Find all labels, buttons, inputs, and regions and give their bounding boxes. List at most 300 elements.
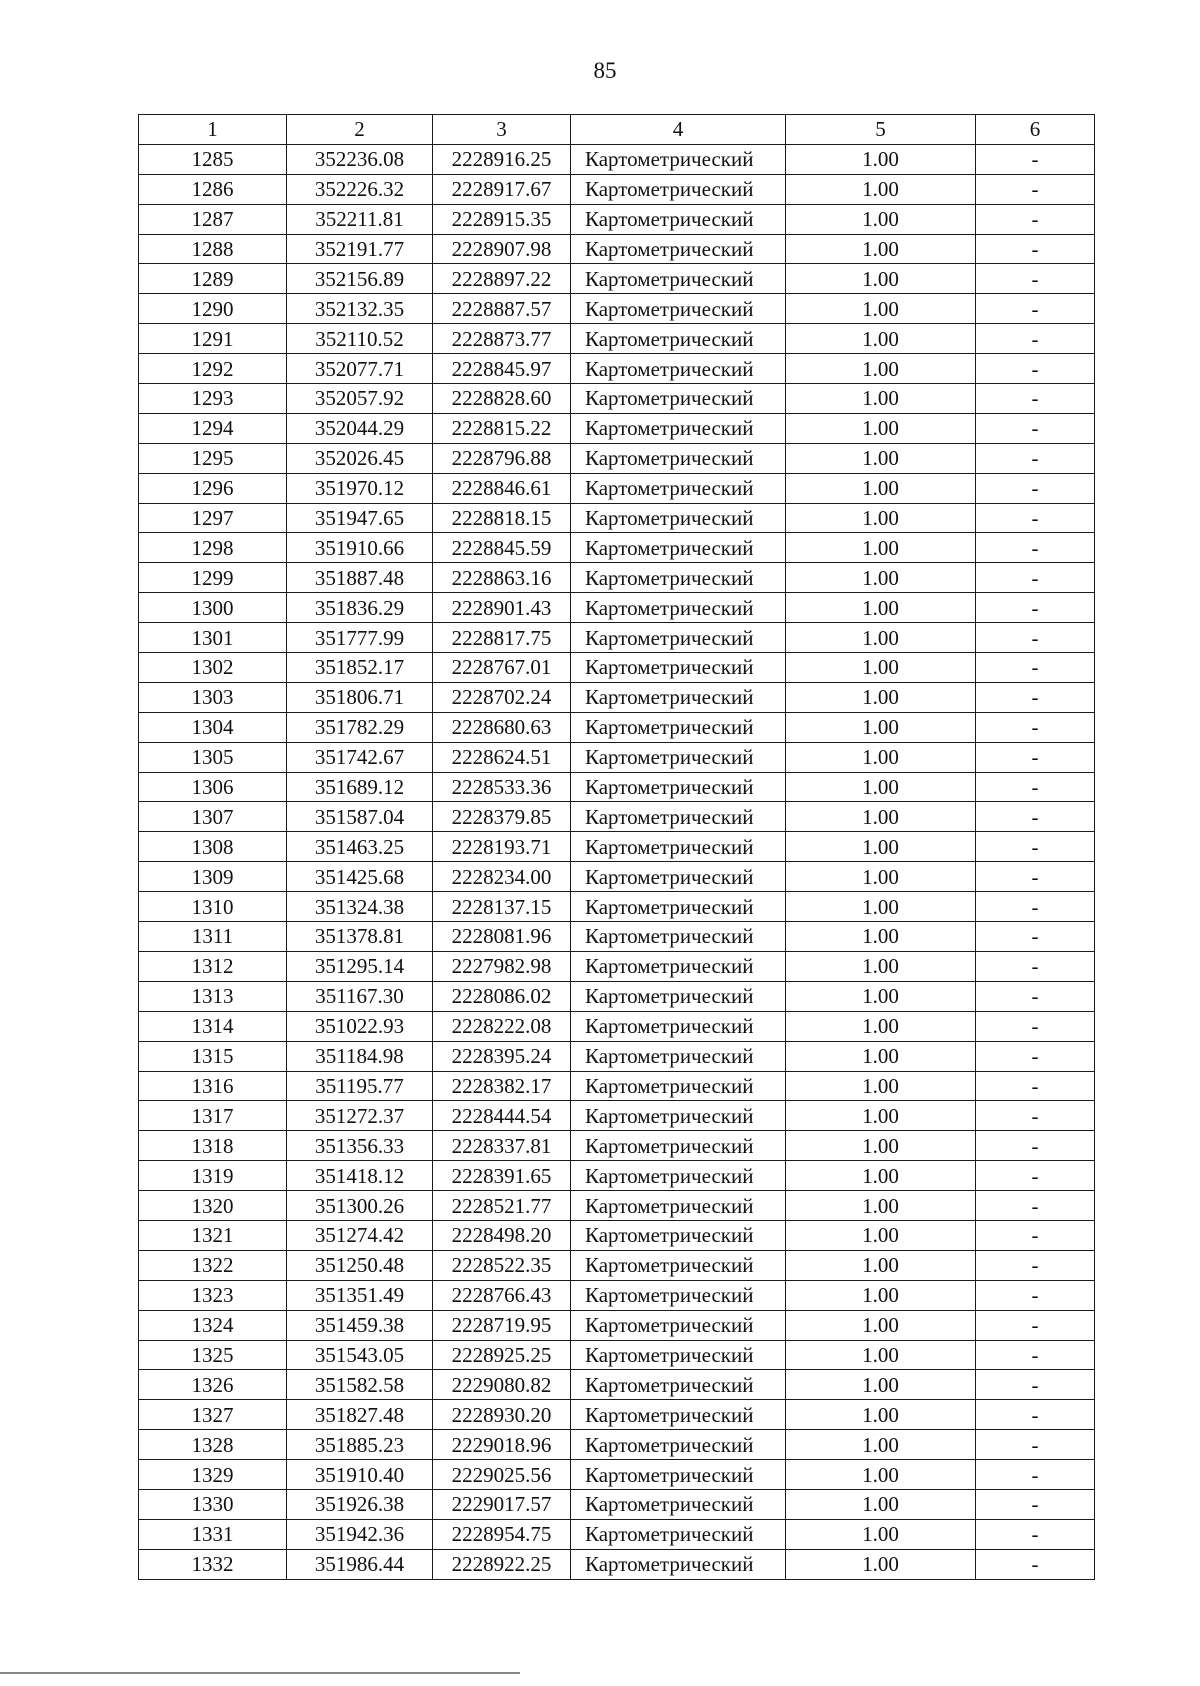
cell-note: - bbox=[976, 1280, 1095, 1310]
page-number: 85 bbox=[593, 58, 617, 83]
cell-method: Картометрический bbox=[571, 1071, 786, 1101]
cell-method: Картометрический bbox=[571, 682, 786, 712]
cell-method: Картометрический bbox=[571, 832, 786, 862]
cell-y-coordinate: 2228702.24 bbox=[433, 682, 571, 712]
table-row bbox=[139, 174, 1095, 204]
cell-x-coordinate: 351351.49 bbox=[287, 1280, 433, 1310]
cell-y-coordinate: 2229080.82 bbox=[433, 1370, 571, 1400]
cell-accuracy: 1.00 bbox=[786, 623, 976, 653]
cell-point-number: 1297 bbox=[139, 503, 287, 533]
cell-point-number: 1318 bbox=[139, 1131, 287, 1161]
cell-point-number: 1296 bbox=[139, 473, 287, 503]
cell-accuracy: 1.00 bbox=[786, 981, 976, 1011]
cell-method: Картометрический bbox=[571, 742, 786, 772]
cell-x-coordinate: 351910.40 bbox=[287, 1460, 433, 1490]
cell-y-coordinate: 2228533.36 bbox=[433, 772, 571, 802]
cell-point-number: 1308 bbox=[139, 832, 287, 862]
cell-point-number: 1298 bbox=[139, 533, 287, 563]
cell-method: Картометрический bbox=[571, 653, 786, 683]
cell-note: - bbox=[976, 1250, 1095, 1280]
cell-note: - bbox=[976, 1519, 1095, 1549]
table-row bbox=[139, 1250, 1095, 1280]
cell-y-coordinate: 2228915.35 bbox=[433, 204, 571, 234]
cell-accuracy: 1.00 bbox=[786, 1489, 976, 1519]
cell-point-number: 1295 bbox=[139, 443, 287, 473]
cell-point-number: 1328 bbox=[139, 1430, 287, 1460]
cell-note: - bbox=[976, 623, 1095, 653]
cell-x-coordinate: 351827.48 bbox=[287, 1400, 433, 1430]
cell-y-coordinate: 2228522.35 bbox=[433, 1250, 571, 1280]
cell-accuracy: 1.00 bbox=[786, 1041, 976, 1071]
cell-accuracy: 1.00 bbox=[786, 324, 976, 354]
cell-note: - bbox=[976, 294, 1095, 324]
cell-x-coordinate: 351167.30 bbox=[287, 981, 433, 1011]
table-row bbox=[139, 623, 1095, 653]
cell-method: Картометрический bbox=[571, 772, 786, 802]
cell-note: - bbox=[976, 563, 1095, 593]
cell-x-coordinate: 351887.48 bbox=[287, 563, 433, 593]
cell-y-coordinate: 2228845.59 bbox=[433, 533, 571, 563]
table-row bbox=[139, 653, 1095, 683]
cell-point-number: 1314 bbox=[139, 1011, 287, 1041]
cell-note: - bbox=[976, 1220, 1095, 1250]
cell-method: Картометрический bbox=[571, 1131, 786, 1161]
cell-y-coordinate: 2228930.20 bbox=[433, 1400, 571, 1430]
cell-y-coordinate: 2228379.85 bbox=[433, 802, 571, 832]
cell-y-coordinate: 2228081.96 bbox=[433, 922, 571, 952]
cell-note: - bbox=[976, 682, 1095, 712]
cell-accuracy: 1.00 bbox=[786, 772, 976, 802]
cell-method: Картометрический bbox=[571, 384, 786, 414]
cell-method: Картометрический bbox=[571, 892, 786, 922]
cell-note: - bbox=[976, 204, 1095, 234]
cell-point-number: 1312 bbox=[139, 951, 287, 981]
cell-y-coordinate: 2228863.16 bbox=[433, 563, 571, 593]
table-row bbox=[139, 712, 1095, 742]
table-row bbox=[139, 892, 1095, 922]
cell-accuracy: 1.00 bbox=[786, 264, 976, 294]
cell-accuracy: 1.00 bbox=[786, 563, 976, 593]
cell-x-coordinate: 351782.29 bbox=[287, 712, 433, 742]
table-body bbox=[139, 144, 1095, 1579]
table-row bbox=[139, 1280, 1095, 1310]
table-row bbox=[139, 294, 1095, 324]
cell-method: Картометрический bbox=[571, 981, 786, 1011]
cell-note: - bbox=[976, 1161, 1095, 1191]
cell-method: Картометрический bbox=[571, 204, 786, 234]
table-row bbox=[139, 951, 1095, 981]
cell-accuracy: 1.00 bbox=[786, 1460, 976, 1490]
cell-note: - bbox=[976, 1370, 1095, 1400]
cell-note: - bbox=[976, 981, 1095, 1011]
cell-point-number: 1300 bbox=[139, 593, 287, 623]
cell-method: Картометрический bbox=[571, 1041, 786, 1071]
cell-point-number: 1290 bbox=[139, 294, 287, 324]
cell-x-coordinate: 351418.12 bbox=[287, 1161, 433, 1191]
cell-x-coordinate: 352077.71 bbox=[287, 354, 433, 384]
cell-method: Картометрический bbox=[571, 144, 786, 174]
cell-y-coordinate: 2228498.20 bbox=[433, 1220, 571, 1250]
cell-accuracy: 1.00 bbox=[786, 443, 976, 473]
cell-method: Картометрический bbox=[571, 1519, 786, 1549]
cell-x-coordinate: 351742.67 bbox=[287, 742, 433, 772]
table-row bbox=[139, 533, 1095, 563]
cell-x-coordinate: 351777.99 bbox=[287, 623, 433, 653]
table-row bbox=[139, 922, 1095, 952]
cell-method: Картометрический bbox=[571, 264, 786, 294]
cell-accuracy: 1.00 bbox=[786, 533, 976, 563]
cell-note: - bbox=[976, 653, 1095, 683]
cell-note: - bbox=[976, 324, 1095, 354]
cell-x-coordinate: 351295.14 bbox=[287, 951, 433, 981]
cell-method: Картометрический bbox=[571, 1191, 786, 1221]
header-col-1: 1 bbox=[139, 115, 287, 145]
cell-point-number: 1287 bbox=[139, 204, 287, 234]
cell-point-number: 1303 bbox=[139, 682, 287, 712]
cell-y-coordinate: 2228922.25 bbox=[433, 1549, 571, 1579]
cell-point-number: 1311 bbox=[139, 922, 287, 952]
cell-point-number: 1322 bbox=[139, 1250, 287, 1280]
cell-note: - bbox=[976, 1191, 1095, 1221]
cell-y-coordinate: 2228907.98 bbox=[433, 234, 571, 264]
cell-point-number: 1304 bbox=[139, 712, 287, 742]
table-row bbox=[139, 1460, 1095, 1490]
cell-y-coordinate: 2228719.95 bbox=[433, 1310, 571, 1340]
cell-x-coordinate: 351356.33 bbox=[287, 1131, 433, 1161]
cell-point-number: 1319 bbox=[139, 1161, 287, 1191]
cell-y-coordinate: 2228925.25 bbox=[433, 1340, 571, 1370]
cell-note: - bbox=[976, 1460, 1095, 1490]
cell-method: Картометрический bbox=[571, 294, 786, 324]
cell-x-coordinate: 351852.17 bbox=[287, 653, 433, 683]
cell-x-coordinate: 351926.38 bbox=[287, 1489, 433, 1519]
cell-x-coordinate: 351459.38 bbox=[287, 1310, 433, 1340]
cell-x-coordinate: 351806.71 bbox=[287, 682, 433, 712]
cell-note: - bbox=[976, 1400, 1095, 1430]
cell-accuracy: 1.00 bbox=[786, 503, 976, 533]
cell-method: Картометрический bbox=[571, 413, 786, 443]
cell-accuracy: 1.00 bbox=[786, 653, 976, 683]
table-row bbox=[139, 1191, 1095, 1221]
cell-y-coordinate: 2228193.71 bbox=[433, 832, 571, 862]
cell-note: - bbox=[976, 802, 1095, 832]
cell-x-coordinate: 351274.42 bbox=[287, 1220, 433, 1250]
header-col-4: 4 bbox=[571, 115, 786, 145]
cell-point-number: 1285 bbox=[139, 144, 287, 174]
cell-point-number: 1291 bbox=[139, 324, 287, 354]
cell-x-coordinate: 351272.37 bbox=[287, 1101, 433, 1131]
cell-method: Картометрический bbox=[571, 473, 786, 503]
cell-point-number: 1321 bbox=[139, 1220, 287, 1250]
cell-x-coordinate: 351986.44 bbox=[287, 1549, 433, 1579]
table-row bbox=[139, 204, 1095, 234]
table-row bbox=[139, 832, 1095, 862]
table-row bbox=[139, 144, 1095, 174]
cell-method: Картометрический bbox=[571, 1250, 786, 1280]
cell-method: Картометрический bbox=[571, 1310, 786, 1340]
cell-note: - bbox=[976, 593, 1095, 623]
cell-method: Картометрический bbox=[571, 862, 786, 892]
cell-method: Картометрический bbox=[571, 1430, 786, 1460]
cell-accuracy: 1.00 bbox=[786, 1430, 976, 1460]
cell-method: Картометрический bbox=[571, 1011, 786, 1041]
cell-accuracy: 1.00 bbox=[786, 1131, 976, 1161]
cell-accuracy: 1.00 bbox=[786, 1101, 976, 1131]
table-row bbox=[139, 1131, 1095, 1161]
table-row bbox=[139, 1549, 1095, 1579]
cell-accuracy: 1.00 bbox=[786, 922, 976, 952]
cell-method: Картометрический bbox=[571, 503, 786, 533]
cell-method: Картометрический bbox=[571, 951, 786, 981]
cell-x-coordinate: 351184.98 bbox=[287, 1041, 433, 1071]
table-row bbox=[139, 384, 1095, 414]
cell-note: - bbox=[976, 1041, 1095, 1071]
cell-x-coordinate: 351836.29 bbox=[287, 593, 433, 623]
table-row bbox=[139, 413, 1095, 443]
cell-point-number: 1294 bbox=[139, 413, 287, 443]
cell-point-number: 1324 bbox=[139, 1310, 287, 1340]
cell-y-coordinate: 2228916.25 bbox=[433, 144, 571, 174]
cell-method: Картометрический bbox=[571, 324, 786, 354]
cell-x-coordinate: 352057.92 bbox=[287, 384, 433, 414]
cell-accuracy: 1.00 bbox=[786, 742, 976, 772]
coordinates-table bbox=[138, 114, 1095, 1580]
cell-point-number: 1286 bbox=[139, 174, 287, 204]
cell-x-coordinate: 351022.93 bbox=[287, 1011, 433, 1041]
table-row bbox=[139, 1400, 1095, 1430]
cell-accuracy: 1.00 bbox=[786, 682, 976, 712]
cell-y-coordinate: 2229025.56 bbox=[433, 1460, 571, 1490]
cell-note: - bbox=[976, 1340, 1095, 1370]
cell-accuracy: 1.00 bbox=[786, 413, 976, 443]
cell-note: - bbox=[976, 1131, 1095, 1161]
cell-x-coordinate: 352191.77 bbox=[287, 234, 433, 264]
cell-point-number: 1293 bbox=[139, 384, 287, 414]
cell-note: - bbox=[976, 712, 1095, 742]
cell-method: Картометрический bbox=[571, 443, 786, 473]
table-row bbox=[139, 682, 1095, 712]
cell-accuracy: 1.00 bbox=[786, 144, 976, 174]
table-row bbox=[139, 802, 1095, 832]
cell-y-coordinate: 2228796.88 bbox=[433, 443, 571, 473]
cell-x-coordinate: 351885.23 bbox=[287, 1430, 433, 1460]
cell-method: Картометрический bbox=[571, 712, 786, 742]
table-row bbox=[139, 1220, 1095, 1250]
cell-y-coordinate: 2228680.63 bbox=[433, 712, 571, 742]
cell-x-coordinate: 351543.05 bbox=[287, 1340, 433, 1370]
cell-note: - bbox=[976, 1011, 1095, 1041]
cell-method: Картометрический bbox=[571, 802, 786, 832]
cell-x-coordinate: 352226.32 bbox=[287, 174, 433, 204]
cell-point-number: 1317 bbox=[139, 1101, 287, 1131]
cell-note: - bbox=[976, 533, 1095, 563]
cell-point-number: 1309 bbox=[139, 862, 287, 892]
cell-y-coordinate: 2228521.77 bbox=[433, 1191, 571, 1221]
cell-note: - bbox=[976, 1101, 1095, 1131]
cell-y-coordinate: 2228222.08 bbox=[433, 1011, 571, 1041]
cell-x-coordinate: 351587.04 bbox=[287, 802, 433, 832]
cell-y-coordinate: 2228767.01 bbox=[433, 653, 571, 683]
cell-method: Картометрический bbox=[571, 1280, 786, 1310]
cell-y-coordinate: 2228815.22 bbox=[433, 413, 571, 443]
header-col-3: 3 bbox=[433, 115, 571, 145]
table-row bbox=[139, 772, 1095, 802]
table-row bbox=[139, 1340, 1095, 1370]
cell-y-coordinate: 2228846.61 bbox=[433, 473, 571, 503]
cell-note: - bbox=[976, 234, 1095, 264]
cell-point-number: 1299 bbox=[139, 563, 287, 593]
cell-accuracy: 1.00 bbox=[786, 174, 976, 204]
cell-accuracy: 1.00 bbox=[786, 473, 976, 503]
cell-y-coordinate: 2228828.60 bbox=[433, 384, 571, 414]
cell-point-number: 1307 bbox=[139, 802, 287, 832]
cell-accuracy: 1.00 bbox=[786, 1250, 976, 1280]
cell-method: Картометрический bbox=[571, 1161, 786, 1191]
cell-y-coordinate: 2228901.43 bbox=[433, 593, 571, 623]
cell-method: Картометрический bbox=[571, 1370, 786, 1400]
cell-point-number: 1315 bbox=[139, 1041, 287, 1071]
cell-y-coordinate: 2228873.77 bbox=[433, 324, 571, 354]
cell-x-coordinate: 351947.65 bbox=[287, 503, 433, 533]
cell-point-number: 1306 bbox=[139, 772, 287, 802]
cell-method: Картометрический bbox=[571, 1460, 786, 1490]
cell-x-coordinate: 351300.26 bbox=[287, 1191, 433, 1221]
cell-note: - bbox=[976, 144, 1095, 174]
table-row bbox=[139, 1430, 1095, 1460]
table-row bbox=[139, 1161, 1095, 1191]
cell-x-coordinate: 351910.66 bbox=[287, 533, 433, 563]
cell-note: - bbox=[976, 951, 1095, 981]
cell-accuracy: 1.00 bbox=[786, 204, 976, 234]
cell-method: Картометрический bbox=[571, 234, 786, 264]
cell-accuracy: 1.00 bbox=[786, 712, 976, 742]
cell-point-number: 1316 bbox=[139, 1071, 287, 1101]
cell-accuracy: 1.00 bbox=[786, 1310, 976, 1340]
cell-y-coordinate: 2228766.43 bbox=[433, 1280, 571, 1310]
cell-note: - bbox=[976, 742, 1095, 772]
cell-x-coordinate: 352236.08 bbox=[287, 144, 433, 174]
cell-y-coordinate: 2228817.75 bbox=[433, 623, 571, 653]
cell-point-number: 1301 bbox=[139, 623, 287, 653]
cell-accuracy: 1.00 bbox=[786, 354, 976, 384]
cell-x-coordinate: 352132.35 bbox=[287, 294, 433, 324]
cell-method: Картометрический bbox=[571, 533, 786, 563]
cell-note: - bbox=[976, 1489, 1095, 1519]
cell-x-coordinate: 352156.89 bbox=[287, 264, 433, 294]
cell-method: Картометрический bbox=[571, 1549, 786, 1579]
cell-accuracy: 1.00 bbox=[786, 1519, 976, 1549]
cell-y-coordinate: 2229018.96 bbox=[433, 1430, 571, 1460]
cell-note: - bbox=[976, 1071, 1095, 1101]
cell-accuracy: 1.00 bbox=[786, 862, 976, 892]
cell-point-number: 1302 bbox=[139, 653, 287, 683]
cell-note: - bbox=[976, 354, 1095, 384]
cell-x-coordinate: 352211.81 bbox=[287, 204, 433, 234]
cell-point-number: 1288 bbox=[139, 234, 287, 264]
cell-note: - bbox=[976, 832, 1095, 862]
cell-method: Картометрический bbox=[571, 1101, 786, 1131]
cell-note: - bbox=[976, 264, 1095, 294]
cell-method: Картометрический bbox=[571, 174, 786, 204]
cell-accuracy: 1.00 bbox=[786, 1370, 976, 1400]
cell-method: Картометрический bbox=[571, 1400, 786, 1430]
cell-x-coordinate: 351582.58 bbox=[287, 1370, 433, 1400]
cell-accuracy: 1.00 bbox=[786, 1161, 976, 1191]
cell-method: Картометрический bbox=[571, 593, 786, 623]
cell-method: Картометрический bbox=[571, 922, 786, 952]
cell-x-coordinate: 352026.45 bbox=[287, 443, 433, 473]
cell-note: - bbox=[976, 174, 1095, 204]
cell-method: Картометрический bbox=[571, 563, 786, 593]
cell-x-coordinate: 351942.36 bbox=[287, 1519, 433, 1549]
cell-y-coordinate: 2228086.02 bbox=[433, 981, 571, 1011]
cell-y-coordinate: 2228337.81 bbox=[433, 1131, 571, 1161]
cell-x-coordinate: 352110.52 bbox=[287, 324, 433, 354]
cell-point-number: 1292 bbox=[139, 354, 287, 384]
cell-note: - bbox=[976, 443, 1095, 473]
cell-note: - bbox=[976, 503, 1095, 533]
cell-point-number: 1289 bbox=[139, 264, 287, 294]
cell-point-number: 1320 bbox=[139, 1191, 287, 1221]
cell-x-coordinate: 351425.68 bbox=[287, 862, 433, 892]
cell-accuracy: 1.00 bbox=[786, 951, 976, 981]
cell-point-number: 1329 bbox=[139, 1460, 287, 1490]
cell-note: - bbox=[976, 1549, 1095, 1579]
cell-x-coordinate: 351324.38 bbox=[287, 892, 433, 922]
cell-accuracy: 1.00 bbox=[786, 1549, 976, 1579]
cell-note: - bbox=[976, 892, 1095, 922]
cell-y-coordinate: 2228897.22 bbox=[433, 264, 571, 294]
table-row bbox=[139, 1071, 1095, 1101]
cell-point-number: 1326 bbox=[139, 1370, 287, 1400]
table-row bbox=[139, 443, 1095, 473]
cell-point-number: 1305 bbox=[139, 742, 287, 772]
cell-x-coordinate: 351195.77 bbox=[287, 1071, 433, 1101]
cell-note: - bbox=[976, 1430, 1095, 1460]
cell-accuracy: 1.00 bbox=[786, 234, 976, 264]
table-row bbox=[139, 324, 1095, 354]
cell-point-number: 1325 bbox=[139, 1340, 287, 1370]
cell-method: Картометрический bbox=[571, 1340, 786, 1370]
scan-edge-line bbox=[0, 1672, 520, 1674]
cell-method: Картометрический bbox=[571, 623, 786, 653]
cell-accuracy: 1.00 bbox=[786, 1011, 976, 1041]
table-row bbox=[139, 264, 1095, 294]
cell-accuracy: 1.00 bbox=[786, 384, 976, 414]
table-row bbox=[139, 1310, 1095, 1340]
cell-y-coordinate: 2227982.98 bbox=[433, 951, 571, 981]
header-col-2: 2 bbox=[287, 115, 433, 145]
table-row bbox=[139, 503, 1095, 533]
table-row bbox=[139, 1489, 1095, 1519]
cell-method: Картометрический bbox=[571, 1489, 786, 1519]
cell-point-number: 1330 bbox=[139, 1489, 287, 1519]
cell-accuracy: 1.00 bbox=[786, 294, 976, 324]
table-row bbox=[139, 981, 1095, 1011]
cell-accuracy: 1.00 bbox=[786, 1400, 976, 1430]
cell-accuracy: 1.00 bbox=[786, 1220, 976, 1250]
cell-accuracy: 1.00 bbox=[786, 1191, 976, 1221]
cell-y-coordinate: 2228391.65 bbox=[433, 1161, 571, 1191]
table-row bbox=[139, 234, 1095, 264]
table-row bbox=[139, 1011, 1095, 1041]
table-row bbox=[139, 1519, 1095, 1549]
table-row bbox=[139, 1101, 1095, 1131]
cell-point-number: 1310 bbox=[139, 892, 287, 922]
cell-y-coordinate: 2228917.67 bbox=[433, 174, 571, 204]
table-row bbox=[139, 742, 1095, 772]
table-row bbox=[139, 862, 1095, 892]
